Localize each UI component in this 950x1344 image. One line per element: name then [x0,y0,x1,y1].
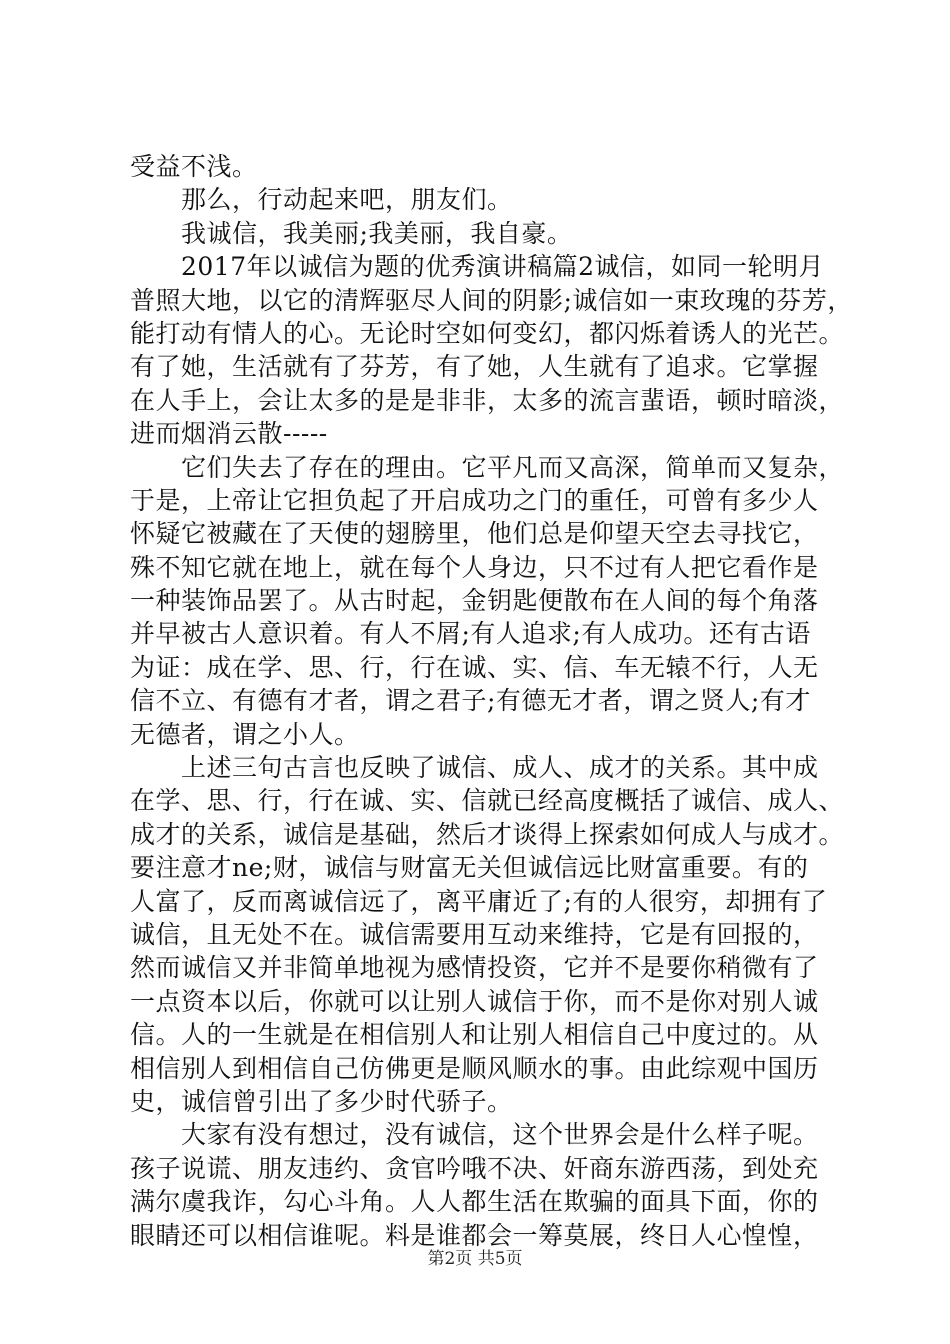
text-line: 殊不知它就在地上，就在每个人身边，只不过有人把它看作是 [130,552,819,582]
text-line: 上述三句古言也反映了诚信、成人、成才的关系。其中成 [130,753,819,783]
text-line: 人富了，反而离诚信远了，离平庸近了;有的人很穷，却拥有了 [130,886,828,916]
text-line: 有了她，生活就有了芬芳，有了她，人生就有了追求。它掌握 [130,352,819,382]
text-line: 能打动有情人的心。无论时空如何变幻，都闪烁着诱人的光芒。 [130,318,845,348]
text-line: 满尔虞我诈，勾心斗角。人人都生活在欺骗的面具下面，你的 [130,1187,819,1217]
text-line: 为证：成在学、思、行，行在诚、实、信、车无辕不行，人无 [130,652,819,682]
text-line: 史，诚信曾引出了多少时代骄子。 [130,1086,513,1116]
body-text [130,150,853,1252]
text-line: 无德者，谓之小人。 [130,719,360,749]
text-line: 大家有没有想过，没有诚信，这个世界会是什么样子呢。 [130,1120,819,1150]
text-line: 那么，行动起来吧，朋友们。 [130,185,513,215]
text-line: 信。人的一生就是在相信别人和让别人相信自己中度过的。从 [130,1020,819,1050]
text-line: 并早被古人意识着。有人不屑;有人追求;有人成功。还有古语 [130,619,811,649]
text-line: 成才的关系，诚信是基础，然后才谈得上探索如何成人与成才。 [130,819,845,849]
text-line: 眼睛还可以相信谁呢。料是谁都会一筹莫展，终日人心惶惶， [130,1220,819,1250]
text-line: 在学、思、行，行在诚、实、信就已经高度概括了诚信、成人、 [130,786,845,816]
text-line: 诚信，且无处不在。诚信需要用互动来维持，它是有回报的， [130,919,819,949]
text-line: 它们失去了存在的理由。它平凡而又高深，简单而又复杂， [130,452,845,482]
text-line: 孩子说谎、朋友违约、贪官吟哦不决、奸商东游西荡，到处充 [130,1153,819,1183]
text-line: 信不立、有德有才者，谓之君子;有德无才者，谓之贤人;有才 [130,686,811,716]
text-line: 2017年以诚信为题的优秀演讲稿篇2诚信，如同一轮明月 [130,252,825,282]
text-line: 在人手上，会让太多的是是非非，太多的流言蜚语，顿时暗淡， [130,385,845,415]
text-line: 一种装饰品罢了。从古时起，金钥匙便散布在人间的每个角落 [130,586,819,616]
text-line: 一点资本以后，你就可以让别人诚信于你，而不是你对别人诚 [130,986,819,1016]
text-line: 受益不浅。 [130,152,258,181]
page-number-footer: 第2页 共5页 [427,1249,523,1269]
text-line: 于是，上帝让它担负起了开启成功之门的重任，可曾有多少人 [130,485,819,515]
text-line: 进而烟消云散----- [130,419,328,449]
text-line: 普照大地，以它的清辉驱尽人间的阴影;诚信如一束玫瑰的芬芳， [130,285,853,315]
text-line: 然而诚信又并非简单地视为感情投资，它并不是要你稍微有了 [130,953,819,983]
text-line: 怀疑它被藏在了天使的翅膀里，他们总是仰望天空去寻找它， [130,519,819,549]
text-line: 相信别人到相信自己仿佛更是顺风顺水的事。由此综观中国历 [130,1053,819,1083]
text-line: 我诚信，我美丽;我美丽，我自豪。 [130,218,573,248]
text-line: 要注意才ne;财，诚信与财富无关但诚信远比财富重要。有的 [130,853,809,883]
